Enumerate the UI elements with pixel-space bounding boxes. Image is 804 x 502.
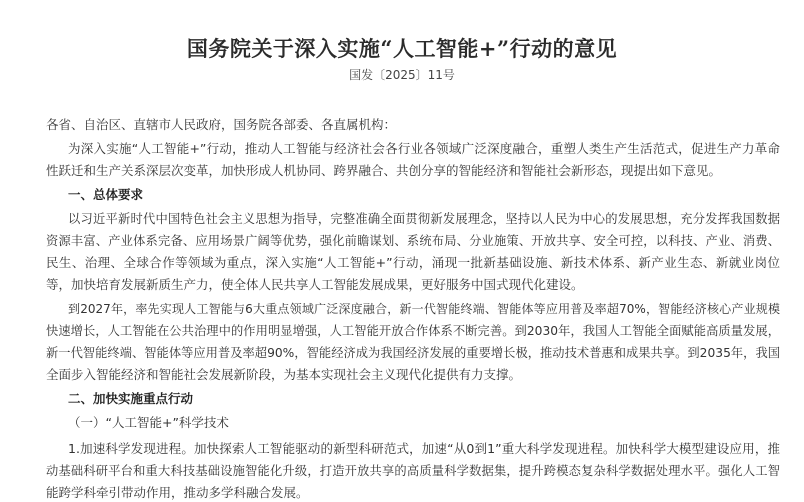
item-1-line-1: 1.加速科学发现进程。加快探索人工智能驱动的新型科研范式，加速“从0到1”重大科学发现进程。加快科学大模型建设应用，推 [68, 441, 780, 456]
document-number: 国发〔2025〕11号 [349, 68, 455, 82]
paragraph-2-line-2: 快速增长，人工智能在公共治理中的作用明显增强，人工智能开放合作体系不断完善。到2030年，我国人工智能全面赋能高质量发展， [46, 324, 780, 338]
paragraph-1-line-3: 民生、治理、全球合作等领域为重点，深入实施“人工智能+”行动，涌现一批新基础设施、新技术体系、新产业生态、新就业岗位 [46, 255, 780, 270]
preamble-line-2: 性跃迁和生产关系深层次变革，加快形成人机协同、跨界融合、共创分享的智能经济和智能社会新形态，现提出如下意见。 [46, 163, 722, 178]
item-1-line-2: 动基础科研平台和重大科技基础设施智能化升级，打造开放共享的高质量科学数据集，提升跨模态复杂科学数据处理水平。强化人工智 [46, 464, 780, 478]
paragraph-1-line-2: 资源丰富、产业体系完备、应用场景广阔等优势，强化前瞻谋划、系统布局、分业施策、开放共享、安全可控，以科技、产业、消费、 [46, 234, 780, 248]
subsection-heading-1: （一）“人工智能+”科学技术 [68, 415, 229, 430]
paragraph-2-line-3: 新一代智能终端、智能体等应用普及率超90%，智能经济成为我国经济发展的重要增长极，推动技术普惠和成果共享。到2035年，我国 [46, 346, 780, 360]
item-1-line-3: 能跨学科牵引带动作用，推动多学科融合发展。 [46, 485, 309, 500]
paragraph-1-line-1: 以习近平新时代中国特色社会主义思想为指导，完整准确全面贯彻新发展理念，坚持以人民为中心的发展思想，充分发挥我国数据 [68, 212, 780, 226]
paragraph-2-line-1: 到2027年，率先实现人工智能与6大重点领域广泛深度融合，新一代智能终端、智能体等应用普及率超70%，智能经济核心产业规模 [68, 302, 780, 316]
salutation: 各省、自治区、直辖市人民政府，国务院各部委、各直属机构： [46, 117, 397, 132]
paragraph-2-line-4: 全面步入智能经济和智能社会发展新阶段，为基本实现社会主义现代化提供有力支撑。 [46, 367, 522, 382]
section-heading-2: 二、加快实施重点行动 [68, 391, 194, 406]
paragraph-1-line-4: 等，加快培育发展新质生产力，使全体人民共享人工智能发展成果，更好服务中国式现代化建设。 [46, 277, 584, 292]
document-title: 国务院关于深入实施“人工智能+”行动的意见 [186, 36, 618, 61]
section-heading-1: 一、总体要求 [68, 187, 144, 202]
preamble-line-1: 为深入实施“人工智能+”行动，推动人工智能与经济社会各行业各领域广泛深度融合，重塑人类生产生活范式，促进生产力革命 [68, 141, 780, 156]
